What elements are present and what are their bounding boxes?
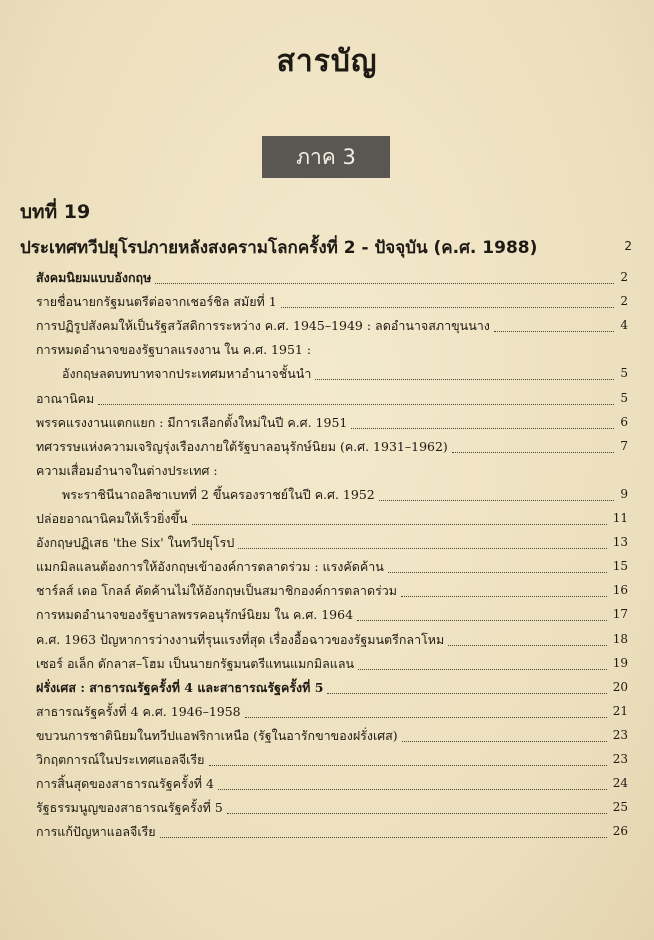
- toc-leader-dots: [315, 379, 614, 380]
- toc-entry: [36, 509, 628, 531]
- chapter-title-text: ประเทศทวีปยุโรปภายหลังสงครามโลกครั้งที่ 2 - ปัจจุบัน (ค.ศ. 1988): [20, 238, 538, 258]
- toc-leader-dots: [238, 548, 607, 549]
- toc-entry-text: พระราชินีนาถอลิซาเบทที่ 2 ขึ้นครองราชย์ในปี ค.ศ. 1952: [62, 486, 375, 502]
- toc-entry: [36, 389, 628, 411]
- toc-leader-dots: [98, 404, 614, 405]
- toc-entry-text: การแก้ปัญหาแอลจีเรีย: [36, 824, 156, 840]
- toc-entry-text: ปล่อยอาณานิคมให้เร็วยิ่งขึ้น: [36, 511, 188, 526]
- toc-entry: [36, 461, 628, 483]
- toc-entry-text: ฝรั่งเศส : สาธารณรัฐครั้งที่ 4 และสาธารณรัฐครั้งที่ 5: [36, 679, 324, 695]
- toc-leader-dots: [227, 813, 607, 814]
- toc-leader-dots: [402, 741, 607, 742]
- toc-entry: [36, 605, 628, 627]
- toc-entry: [36, 750, 628, 772]
- toc-entry-page: 2: [620, 294, 628, 309]
- toc-entry-text: อังกฤษปฏิเสธ 'the Six' ในทวีปยุโรป: [36, 535, 235, 551]
- toc-entry: [36, 292, 628, 314]
- toc-leader-dots: [218, 789, 607, 790]
- toc-entry-text: การหมดอำนาจของรัฐบาลพรรคอนุรักษ์นิยม ใน ค.ศ. 1964: [36, 607, 354, 623]
- toc-entry: [36, 581, 628, 603]
- toc-leader-dots: [155, 283, 614, 284]
- toc-entry-page: 24: [612, 776, 628, 791]
- toc-entry-text: วิกฤตการณ์ในประเทศแอลจีเรีย: [36, 752, 205, 767]
- toc-entry: [36, 533, 628, 555]
- toc-entry: [36, 822, 628, 844]
- toc-entry-page: 5: [620, 366, 628, 381]
- toc-leader-dots: [327, 693, 607, 694]
- toc-leader-dots: [452, 452, 614, 453]
- toc-entry: [36, 726, 628, 748]
- toc-entry: [36, 316, 628, 338]
- toc-entry-page: 20: [612, 679, 628, 694]
- toc-leader-dots: [379, 500, 614, 501]
- toc-entry: [36, 630, 628, 652]
- toc-entry-page: 5: [620, 390, 628, 405]
- toc-entry-page: 9: [620, 486, 628, 501]
- toc-entry-text: ขบวนการชาตินิยมในทวีปแอฟริกาเหนือ (รัฐในอารักขาของฝรั่งเศส): [36, 727, 398, 743]
- toc-entry-text: การหมดอำนาจของรัฐบาลแรงงาน ใน ค.ศ. 1951 :: [36, 342, 312, 358]
- toc-entry-page: 18: [612, 631, 628, 646]
- toc-entry-text: พรรคแรงงานแตกแยก : มีการเลือกตั้งใหม่ในปี ค.ศ. 1951: [36, 414, 348, 430]
- toc-entry-text: แมกมิลแลนต้องการให้อังกฤษเข้าองค์การตลาดร่วม : แรงคัดค้าน: [36, 559, 384, 575]
- toc-leader-dots: [448, 645, 607, 646]
- toc-entry: [62, 485, 628, 507]
- toc-entry-page: 21: [612, 703, 628, 718]
- part-label: ภาค 3: [262, 136, 390, 178]
- toc-entry: [36, 340, 628, 362]
- toc-leader-dots: [494, 331, 614, 332]
- toc-leader-dots: [351, 428, 614, 429]
- toc-entry-text: ชาร์ลส์ เดอ โกลล์ คัดค้านไม่ให้อังกฤษเป็นสมาชิกองค์การตลาดร่วม: [36, 583, 398, 599]
- chapter-title: [20, 234, 632, 260]
- toc-entry-text: เซอร์ อเล็ก ดักลาส–โฮม เป็นนายกรัฐมนตรีแทนแมกมิลแลน: [36, 655, 355, 671]
- toc-entry-page: 23: [612, 752, 628, 766]
- toc-entry: [36, 678, 628, 700]
- toc-entry: [36, 437, 628, 459]
- toc-entry-text: สังคมนิยมแบบอังกฤษ: [36, 270, 152, 285]
- toc-entry-page: 7: [620, 438, 628, 453]
- toc-leader-dots: [358, 669, 607, 670]
- toc-entry-text: การปฏิรูปสังคมให้เป็นรัฐสวัสดิการระหว่าง ค.ศ. 1945–1949 : ลดอำนาจสภาขุนนาง: [36, 318, 490, 334]
- page-title: สารบัญ: [276, 44, 378, 79]
- toc-entry-page: 16: [612, 583, 628, 598]
- toc-leader-dots: [209, 765, 607, 766]
- toc-leader-dots: [281, 307, 614, 308]
- toc-entry-page: 15: [612, 559, 628, 574]
- toc-entry: [36, 268, 628, 290]
- toc-entry-page: 13: [612, 535, 628, 550]
- toc-entry-text: ค.ศ. 1963 ปัญหาการว่างงานที่รุนแรงที่สุด เรื่องอื้อฉาวของรัฐมนตรีกลาโหม: [36, 631, 445, 647]
- toc-leader-dots: [357, 620, 607, 621]
- toc-entry-page: 4: [620, 318, 628, 333]
- toc-entry-text: การสิ้นสุดของสาธารณรัฐครั้งที่ 4: [36, 776, 214, 792]
- toc-entry-text: อาณานิคม: [36, 390, 95, 406]
- toc-leader-dots: [388, 572, 607, 573]
- toc-entry: [36, 702, 628, 724]
- toc-entry-text: ทศวรรษแห่งความเจริญรุ่งเรืองภายใต้รัฐบาลอนุรักษ์นิยม (ค.ศ. 1931–1962): [36, 438, 448, 454]
- toc-leader-dots: [192, 524, 607, 525]
- toc-entry: [62, 364, 628, 386]
- toc-entry-page: 19: [612, 655, 628, 670]
- toc-entry-page: 26: [612, 824, 628, 839]
- toc-entry-text: อังกฤษลดบทบาทจากประเทศมหาอำนาจชั้นนำ: [62, 366, 312, 382]
- toc-entry-page: 11: [612, 511, 628, 525]
- toc-leader-dots: [160, 837, 607, 838]
- toc-entry-page: 23: [612, 727, 628, 742]
- toc-entry: [36, 654, 628, 676]
- toc-entry: [36, 557, 628, 579]
- toc-leader-dots: [245, 717, 607, 718]
- toc-entry: [36, 774, 628, 796]
- toc-entry-text: รายชื่อนายกรัฐมนตรีต่อจากเชอร์ชิล สมัยที่ 1: [36, 294, 277, 310]
- toc-entry-page: 6: [620, 414, 628, 429]
- toc-leader-dots: [401, 596, 607, 597]
- chapter-page-number: 2: [624, 239, 632, 253]
- chapter-number: บทที่ 19: [20, 201, 91, 223]
- toc-entry-text: ความเสื่อมอำนาจในต่างประเทศ :: [36, 462, 218, 478]
- toc-entry: [36, 798, 628, 820]
- toc-entry-page: 2: [620, 270, 628, 284]
- toc-entry: [36, 413, 628, 435]
- toc-entry-page: 25: [612, 800, 628, 815]
- toc-entry-page: 17: [612, 607, 628, 622]
- toc-entry-text: สาธารณรัฐครั้งที่ 4 ค.ศ. 1946–1958: [36, 703, 241, 719]
- toc-entry-text: รัฐธรรมนูญของสาธารณรัฐครั้งที่ 5: [36, 800, 223, 816]
